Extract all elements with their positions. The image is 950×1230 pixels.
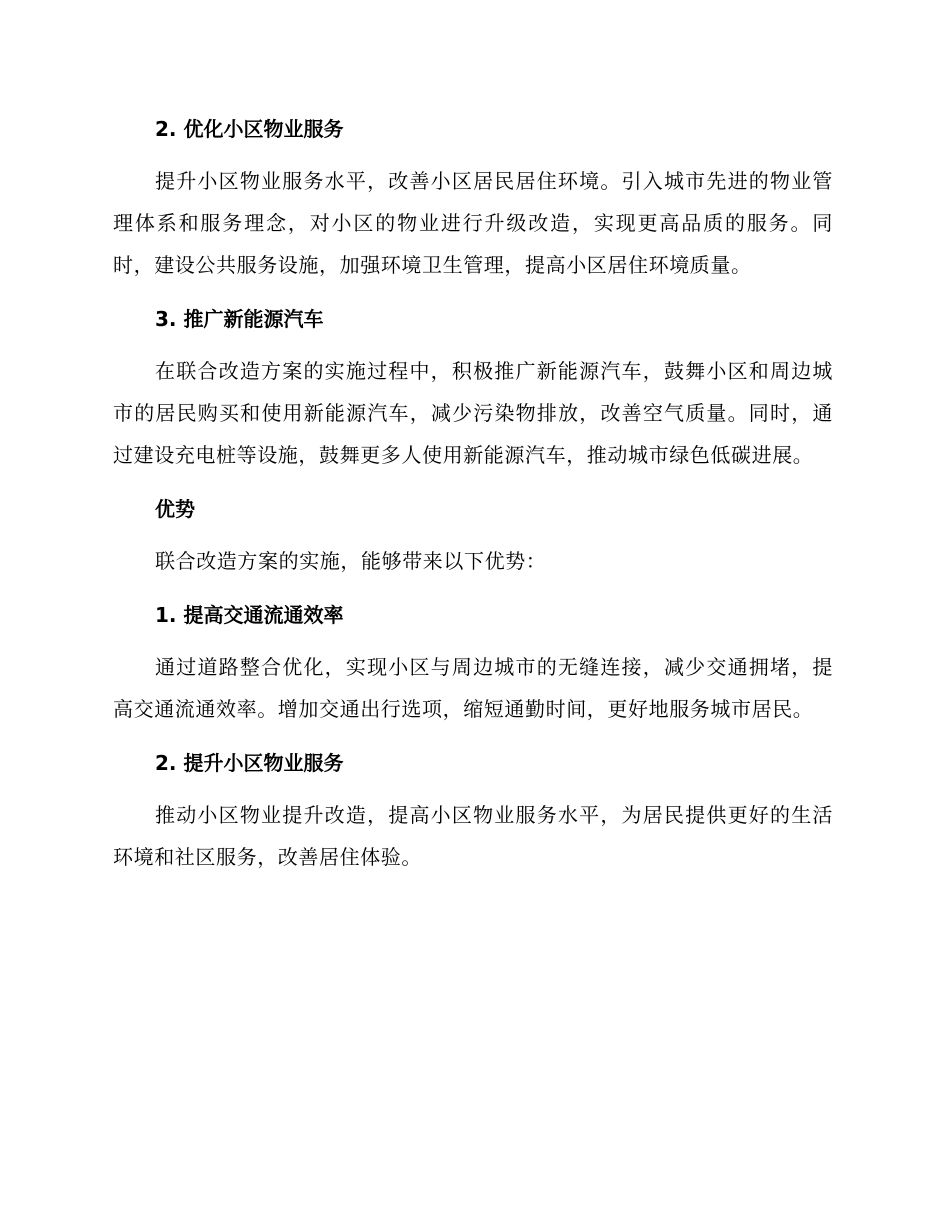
paragraph-advantages-intro: 联合改造方案的实施，能够带来以下优势： [155,549,547,573]
section-heading-optimize-property: 2. 优化小区物业服务 [155,117,344,141]
section-heading-traffic-efficiency: 1. 提高交通流通效率 [155,603,344,627]
document-body [113,108,833,878]
section-heading-improve-property: 2. 提升小区物业服务 [155,751,344,775]
paragraph-optimize-property: 提升小区物业服务水平，改善小区居民居住环境。引入城市先进的物业管理体系和服务理念，对小区的物业进行升级改造，实现更高品质的服务。同时，建设公共服务设施，加强环境卫生管理，提高小区居住环境质量。 [113,169,833,277]
section-heading-advantages: 优势 [155,497,195,521]
section-heading-new-energy-vehicles: 3. 推广新能源汽车 [155,307,324,331]
paragraph-traffic-efficiency: 通过道路整合优化，实现小区与周边城市的无缝连接，减少交通拥堵，提高交通流通效率。增加交通出行选项，缩短通勤时间，更好地服务城市居民。 [113,655,833,721]
paragraph-improve-property: 推动小区物业提升改造，提高小区物业服务水平，为居民提供更好的生活环境和社区服务，改善居住体验。 [113,803,833,869]
paragraph-new-energy-vehicles: 在联合改造方案的实施过程中，积极推广新能源汽车，鼓舞小区和周边城市的居民购买和使用新能源汽车，减少污染物排放，改善空气质量。同时，通过建设充电桩等设施，鼓舞更多人使用新能源汽车，推动城市绿色低碳进展。 [113,359,833,467]
